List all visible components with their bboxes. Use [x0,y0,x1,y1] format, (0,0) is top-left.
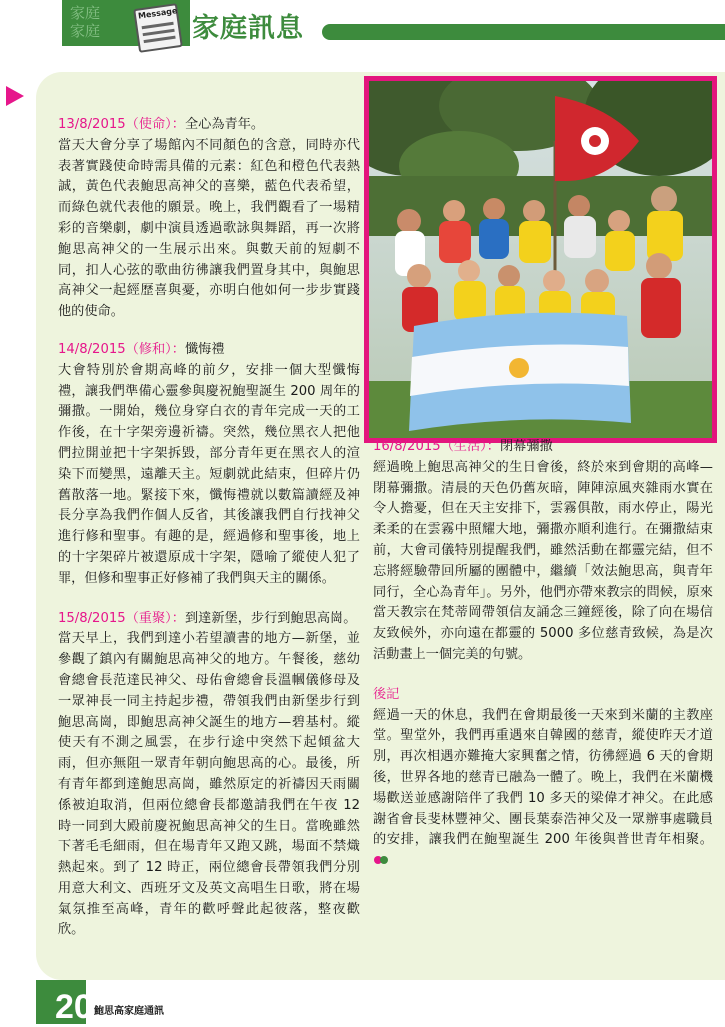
left-text-column [58,115,360,941]
header-green-bar [322,24,725,40]
section-heading-reconciliation: 14/8/2015（修和）：懺悔禮 [58,341,225,357]
section-heading-postscript: 後記 [373,686,400,702]
right-text-column [373,437,713,872]
page-header [0,0,725,52]
message-board-icon [133,3,183,53]
header-watermark: 家庭 家庭 [70,4,101,40]
section-date: 13/8/2015（使命） [58,117,172,132]
argentina-flag [409,313,631,431]
section-body-mission: 當天大會分享了場館內不同顏色的含意，同時亦代表著實踐使命時需具備的元素：紅色和橙色代表熱誠，黃色代表鮑思高神父的喜樂，藍色代表希望，而綠色就代表他的願景。晚上，我們觀看了一場精彩的音樂劇，劇中演員透過歌詠與舞蹈，再一次將鮑思高神父的一生展示出來。與數天前的短劇不同，扣人心弦的歌曲彷彿讓我們置身其中，與鮑思高神父一起經歷喜與憂，亦明白他如何一步步實踐他的使命。 [58,137,360,320]
page-footer [0,980,725,1024]
section-subtitle: 全心為青年。 [184,117,265,132]
group-photo [369,81,712,438]
end-decoration-icon [373,854,389,866]
section-date: 14/8/2015（修和） [58,341,172,357]
section-subtitle: 懺悔禮 [184,341,225,357]
section-subtitle: 閉幕彌撒 [499,439,553,454]
section-date: 15/8/2015（重聚） [58,610,172,626]
message-icon-label: Message [137,6,178,21]
section-body-life: 經過晚上鮑思高神父的生日會後，終於來到會期的高峰—閉幕彌撒。清晨的天色仍舊灰暗，陣陣涼風夾雜雨水實在令人擔憂，但在天主安排下，雲霧俱散，雨水停止，陽光柔柔的在雲霧中照耀大地，彌撒亦順利進行。在彌撒結束前，大會司儀特別提醒我們，雖然活動在都靈完結，但不忘將經驗帶回所屬的團體中，繼續「效法鮑思高，與青年同行，全心為青年」。另外，他們亦帶來教宗的問候，原來當天教宗在梵蒂岡帶領信友誦念三鐘經後，除了向在場信友致候外，亦向遠在都靈的 5000 多位慈青致候，為是次活動畫上一個完美的句號。 [373,459,713,662]
section-heading-mission: 13/8/2015（使命）：全心為青年。 [58,117,265,132]
section-body-reunion: 當天早上，我們到達小若望讀書的地方—新堡，並參觀了鎮內有關鮑思高神父的地方。午餐後，慈幼會總會長范達民神父、母佑會總會長溫幗儀修母及一眾神長一同主持起步禮，帶領我們由新堡步行到鮑思高崗，即鮑思高神父誕生的地方—碧基村。縱使天有不測之風雲，在步行途中突然下起傾盆大雨，但亦無阻一眾青年朝向鮑思高的心。最後，所有青年都到達鮑思高崗，雖然原定的祈禱因天雨關係被迫取消，但兩位總會長都邀請我們在午夜 12 時一同到大殿前慶祝鮑思高神父的生日。當晚雖然下著毛毛細雨，但在場青年又跑又跳，場面不禁熾熱起來。到了 12 時正，兩位總會長帶領我們分別用意大利文、西班牙文及英文高唱生日歌，將在場氣氛推至高峰，青年的歡呼聲此起彼落，整夜歡欣。 [58,631,360,938]
page-number: 20 [55,988,93,1026]
section-date: 16/8/2015（生活） [373,439,487,454]
publication-name: 鮑思高家庭通訊 [94,1006,164,1017]
section-body-postscript: 經過一天的休息，我們在會期最後一天來到米蘭的主教座堂。聖堂外，我們再重遇來自韓國的慈青，縱使昨天才道別，再次相遇亦難掩大家興奮之情，彷彿經過 6 天的會期後，世界各地的慈青已融為一體了。晚上，我們在米蘭機場歡送並感謝陪伴了我們 10 多天的梁偉才神父。在此感謝省會長斐林豐神父、團長葉泰浩神父及一眾辦事處職員的安排，讓我們在鮑聖誕生 200 年後與普世青年相聚。 [373,706,713,872]
section-heading-life: 16/8/2015（生活）：閉幕彌撒 [373,439,553,454]
page-title: 家庭訊息 [192,13,304,44]
pink-arrow-marker [6,86,24,106]
group-photo-frame [364,76,717,443]
section-heading-reunion: 15/8/2015（重聚）：到達新堡，步行到鮑思高崗。 [58,610,357,626]
section-body-reconciliation: 大會特別於會期高峰的前夕，安排一個大型懺悔禮，讓我們準備心靈參與慶祝鮑聖誕生 200 周年的彌撒。一開始，幾位身穿白衣的青年完成一天的工作後，在十字架旁邊祈禱。突然，幾位黑衣人把他們拉開並把十字架拆毀，部分青年更在黑衣人的渲染下而變黑，遠離天主。短劇就此結束，但碎片仍舊散落一地。緊接下來，懺悔禮就以數篇讀經及神長分享為我們作個人反省，其後讓我們自行找神父進行修和聖事。有趣的是，經過修和聖事後，地上的十字架碎片被還原成十字架，隱喻了縱使人犯了罪，但修和聖事正好修補了我們與天主的關係。 [58,362,360,586]
section-subtitle: 到達新堡，步行到鮑思高崗。 [184,610,357,626]
